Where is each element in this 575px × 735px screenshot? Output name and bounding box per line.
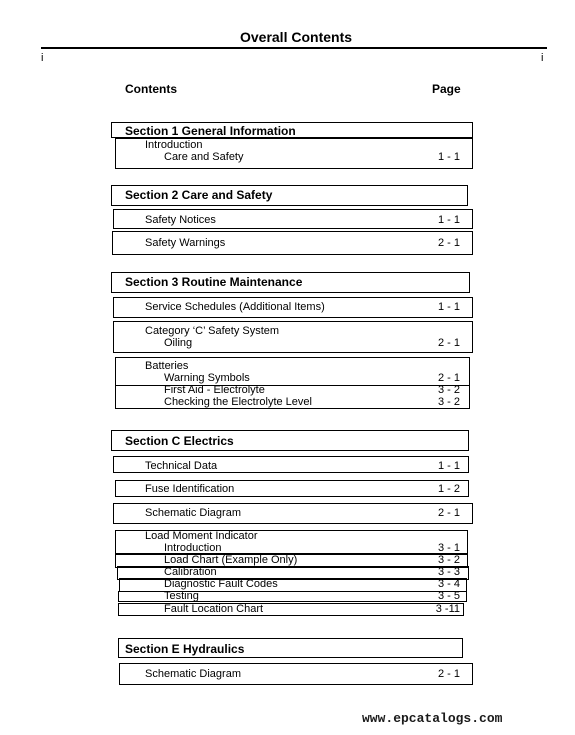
toc-page-schematic-diagram-e: 2 - 1 (437, 668, 460, 680)
toc-entry-fault-location-chart[interactable]: Fault Location Chart (164, 603, 264, 615)
contents-header: Contents (125, 82, 177, 96)
toc-entry-schematic-diagram-c[interactable]: Schematic Diagram (145, 507, 241, 519)
toc-entry-safety-warnings[interactable]: Safety Warnings (145, 237, 226, 249)
toc-entry-testing[interactable]: Testing (164, 590, 199, 602)
toc-page-diagnostic-fault-codes: 3 - 4 (437, 578, 460, 590)
toc-entry-service-schedules[interactable]: Service Schedules (Additional Items) (145, 301, 325, 313)
toc-entry-care-and-safety[interactable]: Care and Safety (164, 151, 244, 163)
page-number-right: i (541, 52, 544, 64)
toc-page-load-chart: 3 - 2 (437, 554, 460, 566)
toc-heading-load-moment-indicator[interactable]: Load Moment Indicator (145, 530, 258, 542)
toc-entry-fuse-identification[interactable]: Fuse Identification (145, 483, 235, 495)
toc-page-fault-location-chart: 3 -11 (435, 603, 460, 615)
page-number-left: i (41, 52, 44, 64)
toc-entry-load-chart[interactable]: Load Chart (Example Only) (164, 554, 298, 566)
toc-heading-introduction[interactable]: Introduction (145, 139, 203, 151)
toc-page-testing: 3 - 5 (437, 590, 460, 602)
toc-heading-category-c[interactable]: Category ‘C’ Safety System (145, 325, 280, 337)
toc-entry-safety-notices[interactable]: Safety Notices (145, 214, 216, 226)
section-2-title: Section 2 Care and Safety (125, 188, 273, 202)
toc-page-technical-data: 1 - 1 (437, 460, 460, 472)
section-1-title: Section 1 General Information (125, 124, 296, 138)
toc-page-schematic-diagram-c: 2 - 1 (437, 507, 460, 519)
toc-entry-warning-symbols[interactable]: Warning Symbols (164, 372, 250, 384)
toc-page-safety-notices: 1 - 1 (437, 214, 460, 226)
toc-page-service-schedules: 1 - 1 (437, 301, 460, 313)
toc-entry-diagnostic-fault-codes[interactable]: Diagnostic Fault Codes (164, 578, 278, 590)
toc-entry-checking-electrolyte[interactable]: Checking the Electrolyte Level (164, 396, 312, 408)
toc-page-care-and-safety: 1 - 1 (437, 151, 460, 163)
toc-page-safety-warnings: 2 - 1 (437, 237, 460, 249)
page-title: Overall Contents (239, 29, 353, 45)
toc-page-lmi-introduction: 3 - 1 (437, 542, 460, 554)
toc-entry-technical-data[interactable]: Technical Data (145, 460, 218, 472)
toc-page-calibration: 3 - 3 (437, 566, 460, 578)
toc-entry-oiling[interactable]: Oiling (164, 337, 193, 349)
toc-entry-schematic-diagram-e[interactable]: Schematic Diagram (145, 668, 241, 680)
section-3-title: Section 3 Routine Maintenance (125, 275, 303, 289)
toc-page-oiling: 2 - 1 (437, 337, 460, 349)
toc-entry-first-aid-electrolyte[interactable]: First Aid - Electrolyte (164, 384, 265, 396)
toc-page-first-aid-electrolyte: 3 - 2 (437, 384, 460, 396)
title-rule (41, 47, 547, 49)
section-e-title: Section E Hydraulics (125, 642, 245, 656)
page-header: Page (432, 82, 461, 96)
toc-entry-lmi-introduction[interactable]: Introduction (164, 542, 222, 554)
footer-url[interactable]: www.epcatalogs.com (362, 711, 503, 726)
toc-page-fuse-identification: 1 - 2 (437, 483, 460, 495)
toc-entry-calibration[interactable]: Calibration (164, 566, 217, 578)
section-c-title: Section C Electrics (125, 434, 234, 448)
toc-page-warning-symbols: 2 - 1 (437, 372, 460, 384)
toc-page-checking-electrolyte: 3 - 2 (437, 396, 460, 408)
toc-heading-batteries[interactable]: Batteries (145, 360, 189, 372)
